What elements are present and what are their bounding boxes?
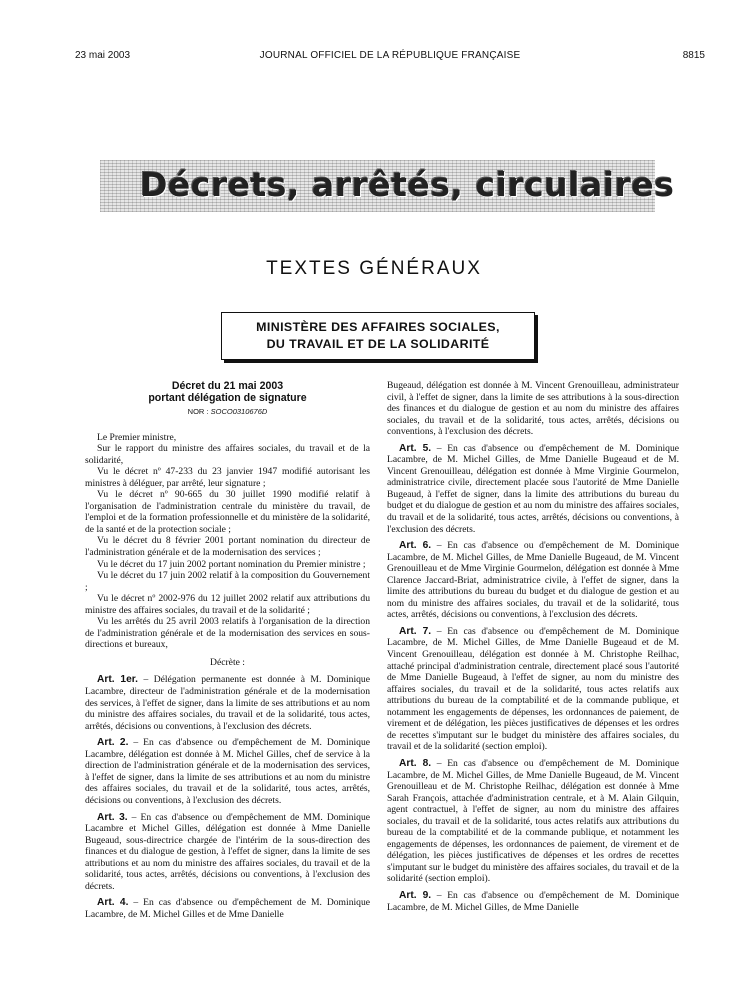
article-paragraph <box>85 812 370 893</box>
section-banner <box>100 160 675 212</box>
article-continuation: Bugeaud, délégation est donnée à M. Vincent Grenouilleau, administrateur civil, à l'effet de signer, dans la limite de ses attributions à la sous-direction des finances et du dialogue de gestion et au nom du ministre des affaires sociales, du travail et de la solidarité, tous actes, arrêtés, décisions ou conventions, à l'exclusion des décrets. <box>387 380 679 438</box>
article-paragraph <box>387 540 679 621</box>
article-text: – En cas d'absence ou d'empêchement de M. Dominique Lacambre, de M. Michel Gilles, de Mme Danielle <box>387 889 680 913</box>
article-label: Art. 4. <box>97 897 129 909</box>
articles-left <box>85 674 370 920</box>
article-text: – Délégation permanente est donnée à M. Dominique Lacambre, directeur de l'administration générale et de la modernisation des services, à l'effet de signer, dans la limite de ses attributions et au nom du ministre des affaires sociales, du travail et de la solidarité, tous actes, arrêtés, décisions ou conventions, à l'exclusion des décrets. <box>85 674 370 732</box>
article-text: – En cas d'absence ou d'empêchement de M. Dominique Lacambre, de M. Michel Gilles et de Mme Danielle <box>85 897 371 920</box>
article-label: Art. 5. <box>399 442 432 454</box>
article-text: – En cas d'absence ou d'empêchement de M. Dominique Lacambre, de M. Michel Gilles, de Mme Danielle Bugeaud et de M. Vincent Grenouilleau, délégation est donnée à M. Christophe Reilhac, attaché principal d'administration centrale, directement placé sous l'autorité de Mme Danielle Bugeaud, à l'effet de signer, au nom du ministre des affaires sociales, du travail et de la solidarité, tous actes relatifs aux attributions du bureau de la comptabilité et de la commande publique, et notamment les engagements de dépenses, les ordonnances de paiement, de virement et de délégation, les pièces justificatives de dépenses et les ordres de recettes s'imputant sur le budget du ministère des affaires sociales, du travail et de la solidarité (section emploi). <box>387 625 680 753</box>
visa-paragraph: Vu le décret nº 90-665 du 30 juillet 1990 modifié relatif à l'organisation de l'administration centrale du ministère du travail, de l'emploi et de la formation professionnelle et du ministère de la solidarité, de la santé et de la protection sociale ; <box>85 489 370 535</box>
visa-paragraph: Vu le décret nº 2002-976 du 12 juillet 2002 relatif aux attributions du ministre des affaires sociales, du travail et de la solidarité ; <box>85 593 370 616</box>
nor-label: NOR : <box>187 407 209 416</box>
decree-title-line-1: Décret du 21 mai 2003 <box>171 380 284 392</box>
article-paragraph <box>85 674 370 732</box>
visa-paragraph: Vu le décret du 17 juin 2002 portant nomination du Premier ministre ; <box>97 558 366 570</box>
article-text: – En cas d'absence ou d'empêchement de M. Dominique Lacambre, de M. Michel Gilles, de Mme Danielle Bugeaud et de M. Vincent Grenouilleau, délégation est donnée à Mme Virginie Gourmelon, administratrice civile, directement placée sous l'autorité de Mme Danielle Bugeaud, à l'effet de signer, dans la limite des attributions du bureau du budget et du dialogue de gestion et au nom du ministre des affaires sociales, du travail et de la solidarité, tous actes, arrêtés, décisions ou conventions, à l'exclusion des décrets. <box>387 442 680 535</box>
article-paragraph <box>387 890 679 913</box>
visa-paragraph: Sur le rapport du ministre des affaires sociales, du travail et de la solidarité, <box>85 443 370 466</box>
ministry-line-2: DU TRAVAIL ET DE LA SOLIDARITÉ <box>266 337 490 351</box>
section-title: Décrets, arrêtés, circulaires <box>140 165 675 204</box>
decree-title-line-2: portant délégation de signature <box>148 392 307 404</box>
journal-title: JOURNAL OFFICIEL DE LA RÉPUBLIQUE FRANÇAISE <box>259 50 521 61</box>
page-number: 8815 <box>682 50 705 61</box>
subsection-title: TEXTES GÉNÉRAUX <box>266 258 482 279</box>
article-text: – En cas d'absence ou d'empêchement de M. Dominique Lacambre, de M. Michel Gilles, de Mme Danielle Bugeaud, de M. Vincent Grenouilleau et de M. Christophe Reilhac, délégation est donnée à Mme Sarah François, attachée d'administration centrale, et à M. Alain Gilquin, agent contractuel, à l'effet de signer, au nom du ministre des affaires sociales, du travail et de la solidarité, tous actes relatifs aux attributions du bureau de la comptabilité et de la commande publique, et notamment les engagements de dépenses, les ordonnances de paiement, de virement et de délégation, les pièces justificatives de dépenses et les ordres de recettes s'imputant sur le budget du ministère des affaires sociales, du travail et de la solidarité (section emploi). <box>387 757 680 885</box>
ministry-line-1: MINISTÈRE DES AFFAIRES SOCIALES, <box>256 320 500 334</box>
articles-right <box>387 443 679 913</box>
nor-reference <box>85 406 370 418</box>
article-label: Art. 2. <box>97 737 129 749</box>
running-header <box>75 50 705 64</box>
article-text: – En cas d'absence ou d'empêchement de MM. Dominique Lacambre et Michel Gilles, délégation est donnée à Mme Danielle Bugeaud, sous-directrice chargée de l'intérim de la sous-direction des finances et du dialogue de gestion, à l'effet de signer, dans la limite de ses attributions et au nom du ministre des affaires sociales, du travail et de la solidarité, tous actes, arrêtés, décisions ou conventions, à l'exclusion des décrets. <box>85 811 370 892</box>
article-label: Art. 9. <box>399 889 432 901</box>
visa-paragraph: Vu les arrêtés du 25 avril 2003 relatifs à l'organisation de la direction de l'administration générale et de la modernisation des services en sous-directions et bureaux, <box>85 616 370 651</box>
visa-paragraph: Le Premier ministre, <box>97 431 177 443</box>
left-column <box>85 380 370 920</box>
decree-title <box>85 380 370 404</box>
article-text: – En cas d'absence ou d'empêchement de M. Dominique Lacambre, de M. Michel Gilles, de Mme Danielle Bugeaud, de M. Vincent Grenouilleau et de Mme Virginie Gourmelon, délégation est donnée à Mme Clarence Jaccard-Briat, administratrice civile, à l'effet de signer, dans la limite des attributions du bureau du budget et du dialogue de gestion et au nom du ministre des affaires sociales, du travail et de la solidarité, tous actes, arrêtés, décisions ou conventions, à l'exclusion des décrets. <box>387 540 680 621</box>
nor-code: SOCO0310676D <box>210 407 268 416</box>
article-label: Art. 8. <box>399 757 432 769</box>
article-paragraph <box>85 737 370 806</box>
visa-paragraph: Vu le décret du 8 février 2001 portant nomination du directeur de l'administration générale et de la modernisation des services ; <box>85 535 370 559</box>
article-text: – En cas d'absence ou d'empêchement de M. Dominique Lacambre, délégation est donnée à M. Michel Gilles, chef de service à la direction de l'administration générale et de la modernisation des services, à l'effet de signer, dans la limite de ses attributions et au nom du ministre des affaires sociales, du travail et de la solidarité, tous actes, arrêtés, décisions ou conventions, à l'exclusion des décrets. <box>85 737 371 806</box>
visa-paragraph: Vu le décret du 17 juin 2002 relatif à la composition du Gouvernement ; <box>85 570 370 593</box>
decree-visas <box>85 432 370 651</box>
decrete-line: Décrète : <box>210 656 245 668</box>
article-paragraph <box>387 443 679 535</box>
article-label: Art. 7. <box>399 625 432 637</box>
article-label: Art. 6. <box>399 540 432 552</box>
article-label: Art. 1er. <box>97 674 138 686</box>
article-paragraph <box>387 626 679 753</box>
article-paragraph <box>387 758 679 885</box>
ministry-box <box>221 312 535 360</box>
visa-paragraph: Vu le décret nº 47-233 du 23 janvier 1947 modifié autorisant les ministres à déléguer, par arrêté, leur signature ; <box>85 466 370 489</box>
article-label: Art. 3. <box>97 811 128 823</box>
article-paragraph <box>85 897 370 920</box>
issue-date: 23 mai 2003 <box>75 50 131 61</box>
right-column <box>387 380 679 913</box>
